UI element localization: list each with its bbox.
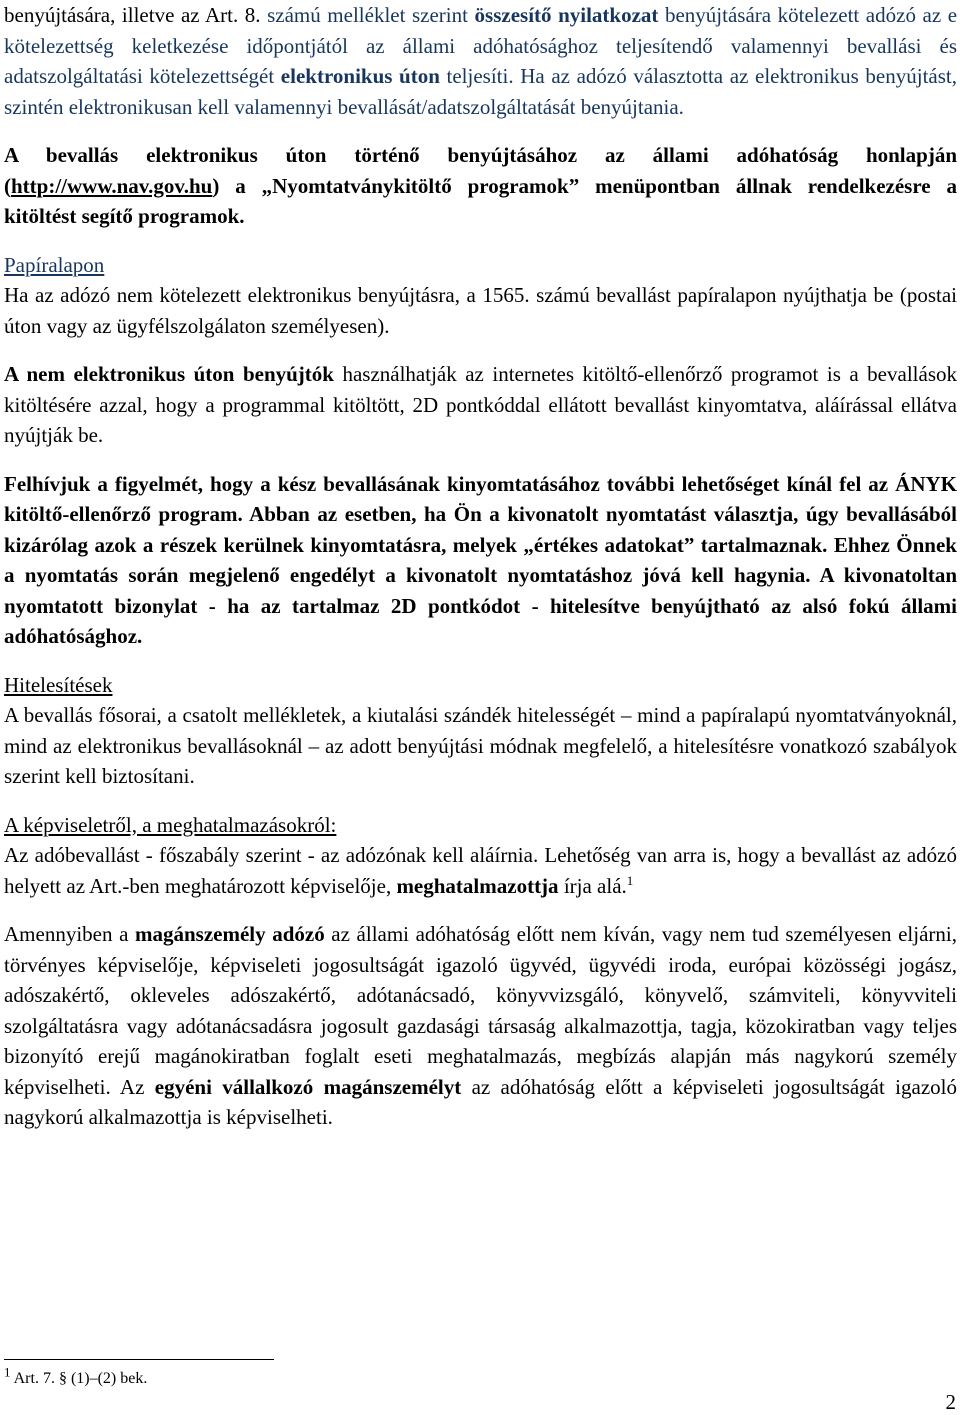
page-number: 2 xyxy=(945,1390,956,1414)
section-heading-paper: Papíralapon xyxy=(4,252,105,277)
footnote xyxy=(4,1364,148,1389)
text-segment: benyújtására, illetve az Art. 8. xyxy=(4,3,261,27)
paragraph-electronic-obligation xyxy=(4,0,957,122)
bold-term: A nem elektronikus úton benyújtók xyxy=(4,362,334,386)
text-segment: Ha az adózó nem kötelezett elektronikus benyújtásra, a 1565. számú bevallást papíralapon nyújthatja be (postai úton vagy az ügyfélszolgálaton személyesen). xyxy=(4,283,957,338)
text-segment: A bevallás elektronikus úton történő benyújtásához az állami adóhatóság honlapján ( xyxy=(4,143,957,198)
bold-term: elektronikus úton xyxy=(280,64,440,88)
footnote-text: Art. 7. § (1)–(2) bek. xyxy=(10,1370,148,1387)
section-paper-based xyxy=(4,250,957,342)
footnote-separator xyxy=(4,1359,274,1360)
text-segment: ) a „Nyomtatványkitöltő programok” menüpontban állnak rendelkezésre a kitöltést segítő programok. xyxy=(4,173,957,228)
text-segment: használhatják az internetes kitöltő-ellenőrző programot is a bevallások kitöltésére azzal, hogy a programmal kitöltött, 2D pontkóddal ellátott bevallást kinyomtatva, aláírással ellátva nyújtják be. xyxy=(4,362,957,447)
text-segment: az állami adóhatóság előtt nem kíván, vagy nem tud személyesen eljárni, törvényes képviselője, képviseleti jogosultságát igazoló ügyvéd, ügyvédi iroda, európai közösségi jogász, adószakértő, okleveles adószakértő, adótanácsadó, könyvvizsgáló, könyvelő, számviteli, könyvviteli szolgáltatásra vagy adótanácsadásra jogosult gazdasági társaság alkalmazottja, tagja, közokiratban vagy teljes bizonyító erejű magánokiratban foglalt eseti meghatalmazás, megbízás alapján más nagykorú személy képviselheti. Az xyxy=(4,922,958,1099)
text-segment: írja alá. xyxy=(558,873,627,898)
text-segment: az adóhatóság előtt a képviseleti jogosultságát igazoló nagykorú alkalmazottja is képviselheti. xyxy=(4,1074,957,1129)
bold-term: magánszemély adózó xyxy=(134,922,325,946)
bold-term: összesítő nyilatkozat xyxy=(474,3,659,27)
text-segment: számú melléklet szerint xyxy=(260,3,475,27)
paragraph-private-person xyxy=(4,919,957,1133)
section-heading-authentication: Hitelesítések xyxy=(4,672,113,697)
section-representation xyxy=(4,810,957,902)
footnote-reference[interactable]: 1 xyxy=(626,872,634,888)
text-segment: Amennyiben a xyxy=(4,922,135,946)
nav-website-link[interactable]: http://www.nav.gov.hu xyxy=(11,173,213,198)
text-segment: teljesíti. Ha az adózó választotta az elektronikus benyújtást, szintén elektronikusan kell valamennyi bevallását/adatszolgáltatását benyújtania. xyxy=(4,64,958,119)
section-authentication xyxy=(4,670,957,792)
bold-term: meghatalmazottja xyxy=(396,873,559,898)
text-segment: Az adóbevallást - főszabály szerint - az adózónak kell aláírnia. Lehetőség van arra is, hogy a bevallást az adózó helyett az Art.-ben meghatározott képviselője, xyxy=(4,843,957,898)
text-segment: A bevallás fősorai, a csatolt mellékletek, a kiutalási szándék hitelességét – mind a papíralapú nyomtatványoknál, mind az elektronikus bevallásoknál – az adott benyújtási módnak megfelelő, a hitelesítésre vonatkozó szabályok szerint kell biztosítani. xyxy=(4,703,957,788)
footnote-number: 1 xyxy=(4,1364,11,1380)
paragraph-online-filing xyxy=(4,140,957,232)
paragraph-anyk-notice: Felhívjuk a figyelmét, hogy a kész bevallásának kinyomtatásához további lehetőséget kínál fel az ÁNYK kitöltő-ellenőrző program. Abban az esetben, ha Ön a kivonatolt nyomtatást választja, úgy bevallásából kizárólag azok a részek kerülnek kinyomtatásra, melyek „értékes adatokat” tartalmaznak. Ehhez Önnek a nyomtatás során megjelenő engedélyt a kivonatolt nyomtatáshoz jóvá kell hagynia. A kivonatoltan nyomtatott bizonylat - ha az tartalmaz 2D pontkódot - hitelesítve benyújtható az alsó fokú állami adóhatósághoz. xyxy=(4,471,957,648)
text-segment: benyújtására kötelezett adózó az e kötelezettség keletkezése időpontjától az állami adóhatósághoz teljesítendő valamennyi bevallási és adatszolgáltatási kötelezettségét xyxy=(4,3,958,88)
section-heading-representation: A képviseletről, a meghatalmazásokról: xyxy=(4,812,337,837)
document-page xyxy=(4,0,957,1133)
paragraph-non-electronic xyxy=(4,359,957,451)
bold-term: egyéni vállalkozó magánszemélyt xyxy=(154,1074,462,1099)
